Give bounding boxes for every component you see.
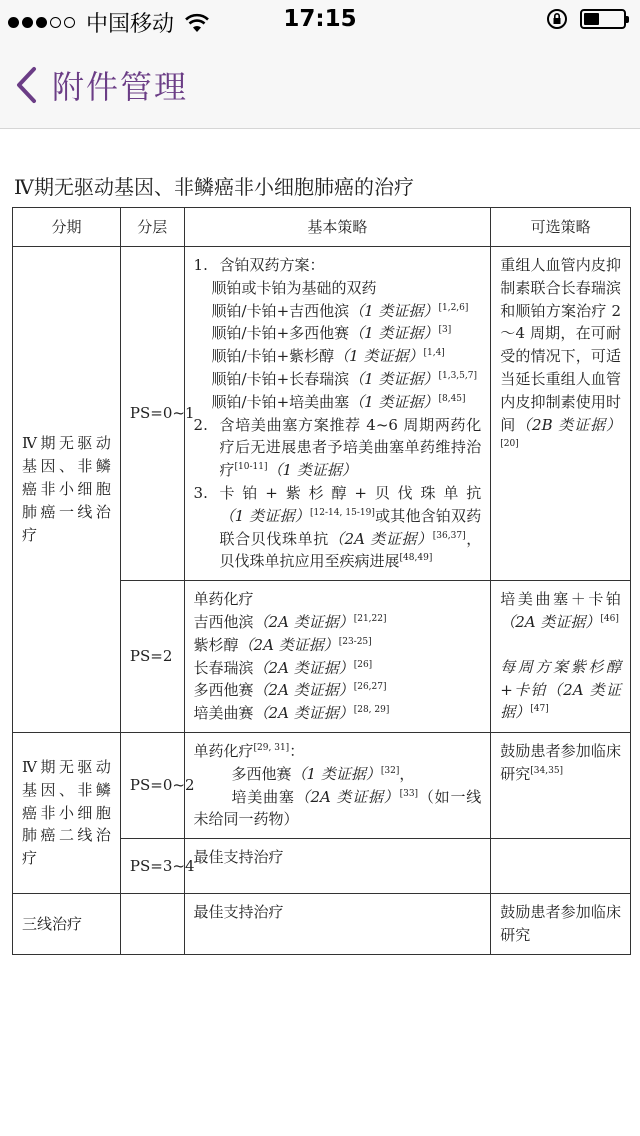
page-title: 附件管理 (52, 68, 189, 106)
basic-strategy-cell: 最佳支持治疗 (184, 894, 491, 955)
status-bar (0, 0, 640, 40)
layer-cell: PS=0~2 (120, 732, 184, 838)
carrier-name: 中国移动 (86, 12, 175, 37)
header-optional-strategy: 可选策略 (491, 208, 631, 247)
list-item: 3. 卡铂+紫杉醇+贝伐珠单抗（1 类证据）[12-14, 15-19]或其他含铂双药联合贝伐珠单抗（2A 类证据）[36,37]，贝伐珠单抗应用至疾病进展[48,49] (193, 483, 482, 571)
navigation-bar (0, 40, 640, 129)
basic-strategy-cell (184, 247, 491, 581)
regimen-line: 培美曲赛（2A 类证据）[28, 29] (193, 704, 390, 723)
attachment-viewer[interactable] (0, 129, 640, 1136)
regimen-subtitle: 顺铂或卡铂为基础的双药 (211, 278, 377, 297)
table-header-row (13, 208, 631, 247)
list-item: 2. 含培美曲塞方案推荐 4~6 周期两药化疗后无进展患者予培美曲塞单药维持治疗[10-11]（1 类证据） (193, 415, 482, 480)
regimen-line: 多西他赛（2A 类证据）[26,27] (193, 681, 387, 700)
chevron-left-icon (14, 66, 38, 104)
battery-icon (580, 9, 626, 29)
header-basic-strategy: 基本策略 (184, 208, 491, 247)
optional-strategy-cell: 重组人血管内皮抑制素联合长春瑞滨和顺铂方案治疗 2～4 周期，在可耐受的情况下，可适当延长重组人血管内皮抑制素使用时间（2B 类证据）[20] (491, 247, 631, 581)
basic-strategy-cell: 最佳支持治疗 (184, 839, 491, 894)
list-item: 1. 含铂双药方案： (193, 256, 325, 274)
regimen-line: 顺铂/卡铂+多西他赛（1 类证据）[3] (211, 324, 452, 343)
header-stage: 分期 (13, 208, 121, 247)
treatment-table (12, 207, 631, 955)
optional-strategy-cell: 鼓励患者参加临床研究[34,35] (491, 732, 631, 838)
table-row (13, 894, 631, 955)
stage-second-line: Ⅳ期无驱动基因、非鳞癌非小细胞肺癌二线治疗 (13, 732, 121, 893)
layer-cell (120, 894, 184, 955)
regimen-subtitle: 单药化疗 (193, 590, 254, 609)
regimen-line: 顺铂/卡铂+培美曲塞（1 类证据）[8,45] (211, 392, 466, 411)
regimen-line: 顺铂/卡铂+紫杉醇（1 类证据）[1,4] (211, 347, 445, 366)
regimen-line: 顺铂/卡铂+吉西他滨（1 类证据）[1,2,6] (211, 301, 469, 320)
rotation-lock-icon (546, 8, 568, 30)
regimen-line: 长春瑞滨（2A 类证据）[26] (193, 658, 373, 677)
header-layer: 分层 (120, 208, 184, 247)
table-row (13, 247, 631, 581)
basic-strategy-cell (184, 581, 491, 733)
stage-first-line: Ⅳ期无驱动基因、非鳞癌非小细胞肺癌一线治疗 (13, 247, 121, 733)
layer-cell: PS=3~4 (120, 839, 184, 894)
regimen-line: 顺铂/卡铂+长春瑞滨（1 类证据）[1,3,5,7] (211, 369, 477, 388)
optional-strategy-cell: 培美曲塞＋卡铂（2A 类证据）[46] 每周方案紫杉醇+卡铂（2A 类证据）[47] (491, 581, 631, 733)
basic-strategy-cell: 单药化疗[29, 31]： 多西他赛（1 类证据）[32]， 培美曲塞（2A 类证据）[33]（如一线未给同一药物） (184, 732, 491, 838)
optional-strategy-cell (491, 839, 631, 894)
layer-cell: PS=0~1 (120, 247, 184, 581)
table-row (13, 732, 631, 838)
back-button[interactable] (14, 62, 188, 108)
status-right (546, 8, 626, 30)
stage-third-line: 三线治疗 (13, 894, 121, 955)
document-title: Ⅳ期无驱动基因、非鳞癌非小细胞肺癌的治疗 (14, 175, 414, 199)
optional-strategy-cell: 鼓励患者参加临床研究 (491, 894, 631, 955)
layer-cell: PS=2 (120, 581, 184, 733)
status-time: 17:15 (283, 6, 357, 32)
regimen-line: 紫杉醇（2A 类证据）[23-25] (193, 635, 372, 654)
regimen-line: 吉西他滨（2A 类证据）[21,22] (193, 612, 387, 631)
